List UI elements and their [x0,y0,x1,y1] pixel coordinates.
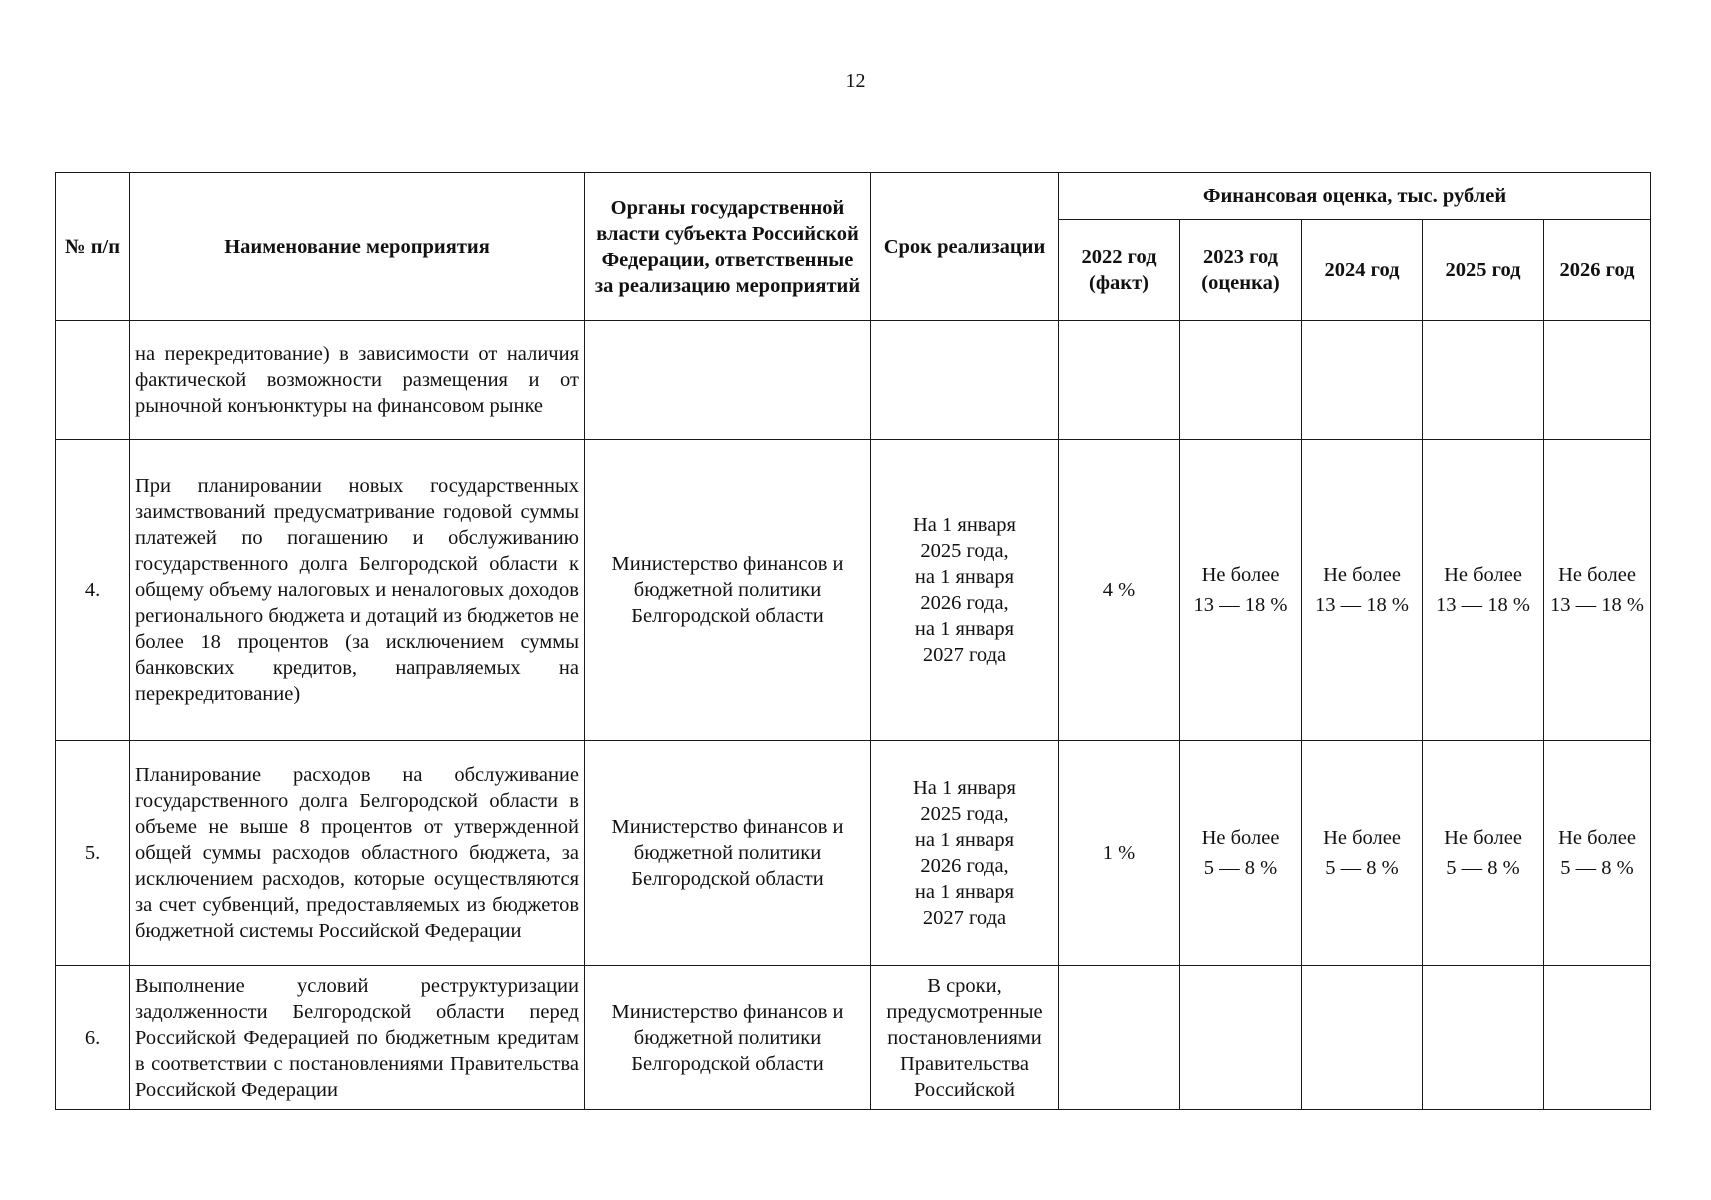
implementation-term [871,321,1059,440]
term-line: 2027 года [922,644,1007,666]
header-year: 2026 год [1544,220,1651,321]
header-year: 2023 год (оценка) [1180,220,1302,321]
finance-value-line: 4 % [1102,579,1136,601]
header-num: № п/п [56,173,130,321]
finance-value [1423,440,1544,741]
finance-value [1180,440,1302,741]
table-row [56,741,1651,966]
term-line: на 1 января [914,829,1015,851]
finance-value-line: 5 — 8 % [1560,857,1634,879]
term-line: 2027 года [922,907,1007,929]
header-finance: Финансовая оценка, тыс. рублей [1059,173,1651,220]
implementation-term [871,966,1059,1110]
implementation-term [871,440,1059,741]
term-line: Российской [913,1078,1016,1101]
term-line: 2025 года, [920,803,1009,825]
row-number: 5. [56,741,130,966]
responsible-authority: Министерство финансов и бюджетной политики Белгородской области [585,440,871,741]
table-row [56,321,1651,440]
finance-value [1180,321,1302,440]
page-number: 12 [845,70,866,92]
term-line: постановлениями [887,1026,1042,1049]
finance-value-line: Не более [1201,564,1280,586]
term-line: 2026 года, [920,592,1009,614]
finance-value [1544,440,1651,741]
finance-value-line: 13 — 18 % [1315,594,1409,616]
finance-value [1180,741,1302,966]
finance-value [1059,741,1180,966]
finance-value-line: 5 — 8 % [1446,857,1520,879]
measure-name: Выполнение условий реструктуризации задолженности Белгородской области перед Российской Федерацией по бюджетным кредитам в соответствии с постановлениями Правительства Российской Федерации [130,966,585,1110]
finance-value-line: Не более [1323,827,1401,849]
term-line: на 1 января [914,618,1015,640]
term-line: На 1 января [913,777,1016,799]
table-row [56,440,1651,741]
finance-value-line: Не более [1558,827,1636,849]
header-term: Срок реализации [871,173,1059,321]
responsible-authority: Министерство финансов и бюджетной политики Белгородской области [585,966,871,1110]
finance-value [1302,966,1423,1110]
finance-value-line: 1 % [1102,842,1136,864]
finance-value-line: Не более [1444,827,1522,849]
finance-value [1059,440,1180,741]
finance-value-line: 13 — 18 % [1193,594,1288,616]
measure-name: на перекредитование) в зависимости от наличия фактической возможности размещения и от рыночной конъюнктуры на финансовом рынке [130,321,585,440]
finance-value [1302,440,1423,741]
table-header [56,173,1651,321]
finance-value [1302,741,1423,966]
finance-value-line: 5 — 8 % [1325,857,1399,879]
finance-value [1423,321,1544,440]
finance-value [1423,966,1544,1110]
finance-value [1180,966,1302,1110]
row-number: 4. [56,440,130,741]
finance-value-line: Не более [1323,564,1401,586]
header-year: 2022 год (факт) [1059,220,1180,321]
table-body [56,321,1651,1110]
row-number: 6. [56,966,130,1110]
row-number [56,321,130,440]
responsible-authority: Министерство финансов и бюджетной политики Белгородской области [585,741,871,966]
term-line: на 1 января [914,566,1015,588]
implementation-term [871,741,1059,966]
measure-name: При планировании новых государственных заимствований предусматривание годовой суммы платежей по погашению и обслуживанию государственного долга Белгородской области к общему объему налоговых и неналоговых доходов регионального бюджета и дотаций из бюджетов не более 18 процентов (за исключением суммы банковских кредитов, направляемых на перекредитование) [130,440,585,741]
finance-value [1423,741,1544,966]
header-authority: Органы государственной власти субъекта Российской Федерации, ответственные за реализацию мероприятий [585,173,871,321]
header-name: Наименование мероприятия [130,173,585,321]
finance-value-line: 13 — 18 % [1550,594,1644,616]
measures-table [55,172,1651,1110]
finance-value [1544,966,1651,1110]
responsible-authority [585,321,871,440]
header-year: 2025 год [1423,220,1544,321]
finance-value [1059,966,1180,1110]
finance-value-line: Не более [1444,564,1522,586]
term-line: На 1 января [913,514,1016,536]
table-row [56,966,1651,1110]
term-line: Правительства [899,1052,1029,1075]
term-line: 2026 года, [920,855,1009,877]
term-line: В сроки, [927,974,1002,997]
measure-name: Планирование расходов на обслуживание государственного долга Белгородской области в объеме не выше 8 процентов от утвержденной общей суммы расходов областного бюджета, за исключением расходов, которые осуществляются за счет субвенций, предоставляемых из бюджетов бюджетной системы Российской Федерации [130,741,585,966]
finance-value [1302,321,1423,440]
term-line: 2025 года, [920,540,1009,562]
finance-value [1544,741,1651,966]
finance-value-line: 5 — 8 % [1203,857,1278,879]
finance-value-line: Не более [1558,564,1636,586]
finance-value [1544,321,1651,440]
finance-value-line: 13 — 18 % [1436,594,1530,616]
term-line: на 1 января [914,881,1015,903]
term-line: предусмотренные [886,1000,1043,1023]
header-year: 2024 год [1302,220,1423,321]
finance-value-line: Не более [1201,827,1280,849]
finance-value [1059,321,1180,440]
